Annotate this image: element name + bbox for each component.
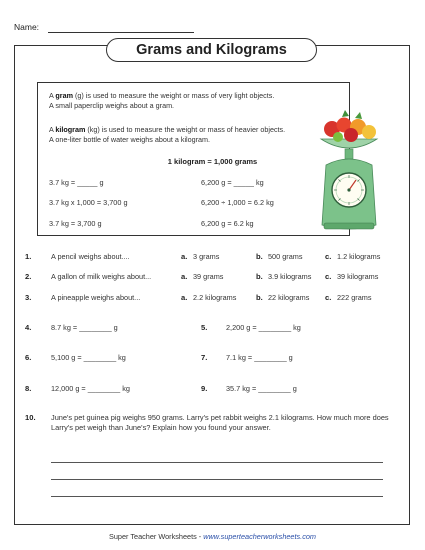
option-text[interactable]: 3.9 kilograms	[268, 272, 312, 281]
fruit-scale-icon	[318, 105, 380, 235]
option-letter[interactable]: a.	[181, 293, 188, 302]
name-field[interactable]	[48, 32, 194, 33]
question-number: 3.	[25, 293, 32, 302]
gram-definition	[49, 91, 274, 110]
question-text: A gallon of milk weighs about...	[51, 272, 152, 281]
option-text[interactable]: 39 kilograms	[337, 272, 379, 281]
problem-text[interactable]: 7.1 kg = ________ g	[226, 353, 293, 362]
option-letter[interactable]: b.	[256, 252, 263, 261]
option-text[interactable]: 500 grams	[268, 252, 303, 261]
answer-line[interactable]	[51, 462, 383, 463]
problem-number: 9.	[201, 384, 208, 393]
answer-line[interactable]	[51, 496, 383, 497]
name-label: Name:	[14, 22, 40, 32]
option-text[interactable]: 1.2 kilograms	[337, 252, 381, 261]
article-a: A	[49, 91, 56, 100]
problem-number: 7.	[201, 353, 208, 362]
option-text[interactable]: 39 grams	[193, 272, 224, 281]
article-a-2: A	[49, 125, 56, 134]
option-letter[interactable]: c.	[325, 293, 332, 302]
problem-text[interactable]: 5,100 g = ________ kg	[51, 353, 126, 362]
example-left-2: 3.7 kg x 1,000 = 3,700 g	[49, 198, 128, 207]
example-right-1: 6,200 g = _____ kg	[201, 178, 264, 187]
problem-text[interactable]: 2,200 g = ________ kg	[226, 323, 301, 332]
problem-number: 6.	[25, 353, 32, 362]
option-text[interactable]: 2.2 kilograms	[193, 293, 237, 302]
gram-example: A small paperclip weighs about a gram.	[49, 100, 175, 110]
question-text: A pineapple weighs about...	[51, 293, 141, 302]
gram-term: gram	[55, 91, 73, 100]
problem-text[interactable]: 35.7 kg = ________ g	[226, 384, 297, 393]
worksheet-title: Grams and Kilograms	[106, 38, 317, 62]
gram-def-text: (g) is used to measure the weight or mass of very light objects.	[72, 91, 275, 100]
option-letter[interactable]: b.	[256, 272, 263, 281]
problem-number: 5.	[201, 323, 208, 332]
kilogram-definition	[49, 125, 285, 144]
answer-line[interactable]	[51, 479, 383, 480]
option-letter[interactable]: b.	[256, 293, 263, 302]
option-letter[interactable]: a.	[181, 272, 188, 281]
option-text[interactable]: 222 grams	[337, 293, 372, 302]
kilogram-term: kilogram	[55, 125, 86, 134]
kilogram-example: A one-liter bottle of water weighs about a kilogram.	[49, 134, 211, 144]
question-text: A pencil weighs about....	[51, 252, 130, 261]
kilogram-def-text: (kg) is used to measure the weight or mass of heavier objects.	[85, 125, 286, 134]
problem-text[interactable]: 8.7 kg = ________ g	[51, 323, 118, 332]
example-left-3: 3.7 kg = 3,700 g	[49, 219, 102, 228]
footer-link[interactable]: www.superteacherworksheets.com	[203, 532, 316, 541]
question-number: 1.	[25, 252, 32, 261]
problem-text[interactable]: 12,000 g = ________ kg	[51, 384, 130, 393]
problem-number: 8.	[25, 384, 32, 393]
question-number: 2.	[25, 272, 32, 281]
question-10-number: 10.	[25, 413, 36, 422]
conversion-rule: 1 kilogram = 1,000 grams	[167, 157, 258, 166]
question-10-text: June's pet guinea pig weighs 950 grams. Larry's pet rabbit weighs 2.1 kilograms. How much more does Larry's pet weigh than June's? Explain how you found your answer.	[51, 413, 389, 432]
example-left-1: 3.7 kg = _____ g	[49, 178, 104, 187]
example-right-3: 6,200 g = 6.2 kg	[201, 219, 254, 228]
example-right-2: 6,200 ÷ 1,000 = 6.2 kg	[201, 198, 274, 207]
problem-number: 4.	[25, 323, 32, 332]
option-letter[interactable]: c.	[325, 272, 332, 281]
option-text[interactable]: 3 grams	[193, 252, 220, 261]
footer-prefix: Super Teacher Worksheets -	[109, 532, 204, 541]
option-letter[interactable]: c.	[325, 252, 332, 261]
option-letter[interactable]: a.	[181, 252, 188, 261]
footer	[0, 532, 425, 541]
option-text[interactable]: 22 kilograms	[268, 293, 310, 302]
